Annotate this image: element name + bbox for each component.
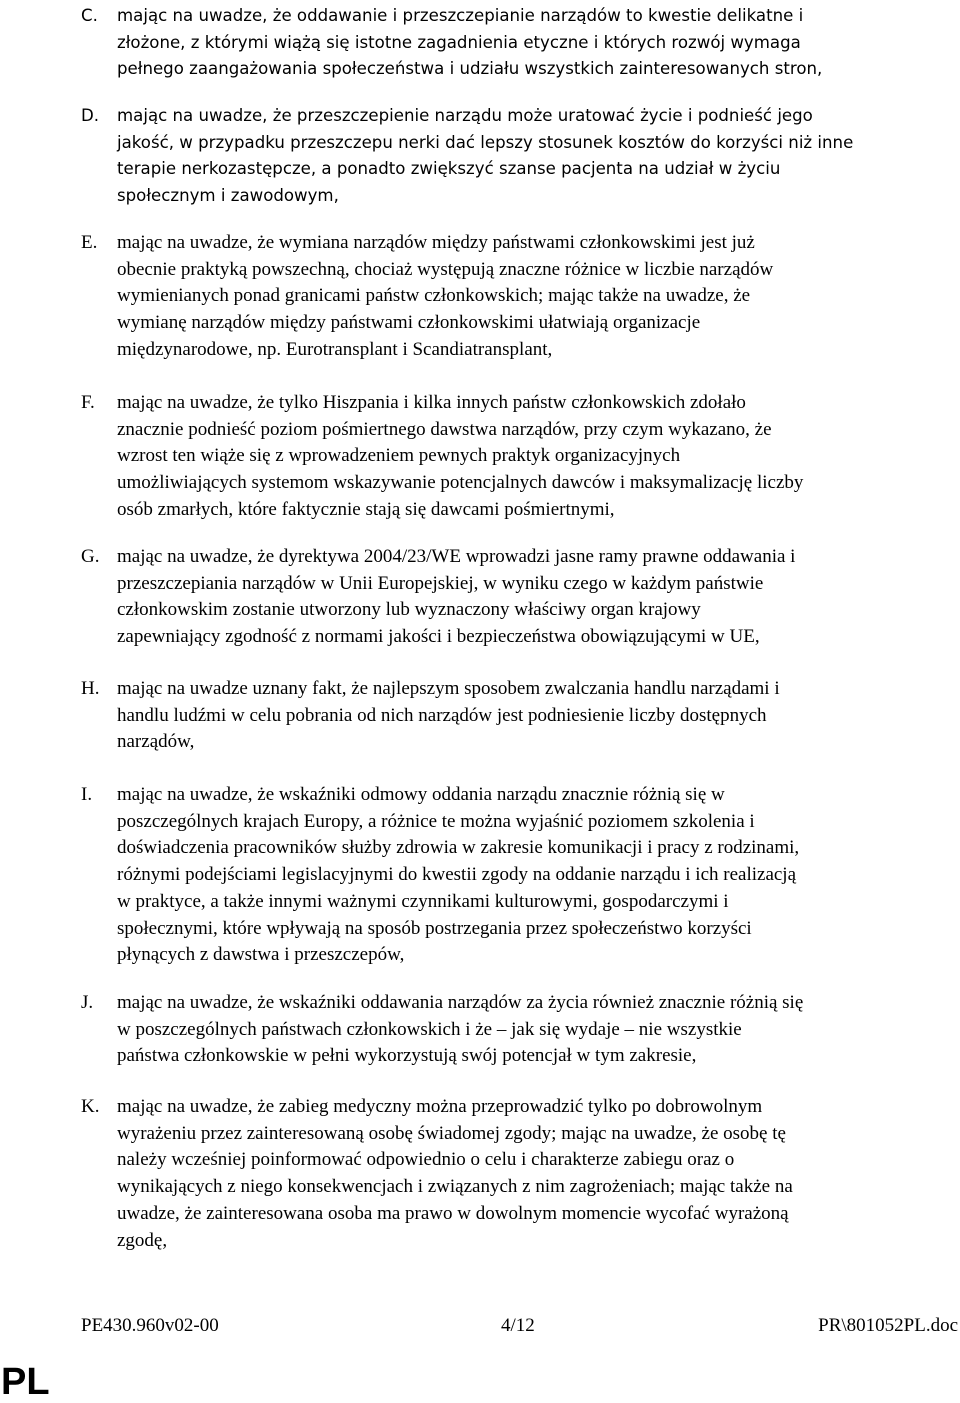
recital-text-line: przeszczepiania narządów w Unii Europejskiej, w wyniku czego w każdym państwie (117, 572, 764, 594)
recital-text-line: osób zmarłych, które faktycznie stają się dawcami pośmiertnymi, (117, 498, 615, 520)
recital-text-line: państwa członkowskie w pełni wykorzystują swój potencjał w tym zakresie, (117, 1045, 697, 1067)
recital-text-line: międzynarodowe, np. Eurotransplant i Scandiatransplant, (117, 338, 553, 360)
recital-text-line: różnymi podejściami legislacyjnymi do kwestii zgody na oddanie narządu i ich realizacją (117, 864, 797, 886)
recital-text (117, 544, 960, 651)
recital-letter: J. (81, 992, 94, 1013)
recital-text-line: wyrażeniu przez zainteresowaną osobę świadomej zgody; mając na uwadze, że osobę tę (117, 1122, 786, 1144)
recital-letter: I. (81, 784, 93, 805)
recital-text-line: mając na uwadze, że tylko Hiszpania i kilka innych państw członkowskich zdołało (117, 392, 746, 413)
recital-text-line: członkowskim zostanie utworzony lub wyznaczony właściwy organ krajowy (117, 599, 701, 621)
recital-text-line: wymienianych ponad granicami państw członkowskich; mając także na uwadze, że (117, 285, 751, 307)
recital-text (117, 990, 960, 1070)
recital-text-line: obecnie praktyką powszechną, chociaż występują znaczne różnice w liczbie narządów (117, 258, 774, 280)
recital-text-line: uwadze, że zainteresowana osoba ma prawo w dowolnym momencie wycofać wyrażoną (117, 1202, 789, 1224)
recital-text-line: mając na uwadze, że przeszczepienie narządu może uratować życie i podnieść jego (117, 106, 813, 125)
recital-text-line: mając na uwadze, że wymiana narządów między państwami członkowskimi jest już (117, 232, 755, 253)
recital-letter: C. (81, 6, 98, 25)
recital-letter: F. (81, 392, 95, 413)
recital-text-line: złożone, z którymi wiążą się istotne zagadnienia etyczne i których rozwój wymaga (117, 32, 801, 52)
recital-text-line: społecznym i zawodowym, (117, 186, 339, 206)
recital-text-line: narządów, (117, 731, 195, 753)
recital-letter: E. (81, 232, 98, 253)
recital-letter: D. (81, 106, 100, 125)
recital-text (117, 390, 960, 524)
recital-text-line: poszczególnych krajach Europy, a różnice te można wyjaśnić poziomem szkolenia i (117, 810, 755, 832)
recital-text-line: należy wcześniej poinformować odpowiednio o celu i charakterze zabiegu oraz o (117, 1149, 735, 1171)
recital-text-line: mając na uwadze, że dyrektywa 2004/23/WE wprowadzi jasne ramy prawne oddawania i (117, 546, 796, 567)
recital-text-line: mając na uwadze, że zabieg medyczny można przeprowadzić tylko po dobrowolnym (117, 1096, 763, 1117)
page-footer (0, 1314, 960, 1338)
language-code: PL (1, 1361, 50, 1403)
recital-letter: H. (81, 678, 100, 699)
recital-text-line: wzrost ten wiąże się z wprowadzeniem pewnych praktyk organizacyjnych (117, 445, 681, 467)
recital-text-line: handlu ludźmi w celu pobrania od nich narządów jest podniesienie liczby dostępnych (117, 704, 767, 726)
recital-text-line: mając na uwadze uznany fakt, że najlepszym sposobem zwalczania handlu narządami i (117, 678, 780, 699)
footer-page-number: 4/12 (501, 1315, 535, 1336)
recital-text-line: terapie nerkozastępcze, a ponadto zwiększyć szanse pacjenta na udział w życiu (117, 159, 781, 179)
recital-text (117, 1094, 960, 1254)
recital-text-line: jakość, w przypadku przeszczepu nerki dać lepszy stosunek kosztów do korzyści niż inne (117, 132, 854, 152)
recital-text-line: płynących z dawstwa i przeszczepów, (117, 944, 405, 966)
recital-text-line: w praktyce, a także innymi ważnymi czynnikami kulturowymi, gospodarczymi i (117, 890, 729, 912)
recital-text-line: umożliwiających systemom wskazywanie potencjalnych dawców i maksymalizację liczby (117, 472, 804, 494)
footer-document-reference: PE430.960v02-00 (81, 1315, 219, 1336)
recital-text (117, 230, 960, 364)
recital-text-line: wynikających z niego konsekwencjach i związanych z nim zagrożeniach; mając także na (117, 1176, 793, 1198)
recital-text-line: w poszczególnych państwach członkowskich i że – jak się wydaje – nie wszystkie (117, 1018, 742, 1040)
recital-text-line: zapewniający zgodność z normami jakości i bezpieczeństwa obowiązującymi w UE, (117, 626, 760, 648)
recital-text-line: pełnego zaangażowania społeczeństwa i udziału wszystkich zainteresowanych stron, (117, 59, 823, 79)
recital-text-line: mając na uwadze, że wskaźniki oddawania narządów za życia również znacznie różnią się (117, 992, 804, 1013)
recital-text-line: znacznie podnieść poziom pośmiertnego dawstwa narządów, przy czym wykazano, że (117, 418, 772, 440)
footer-file-name: PR\801052PL.doc (818, 1315, 958, 1336)
recital-letter: K. (81, 1096, 100, 1117)
recital-text (117, 676, 960, 756)
recital-text (117, 103, 960, 210)
recital-letter: G. (81, 546, 100, 567)
recital-text-line: mając na uwadze, że oddawanie i przeszczepianie narządów to kwestie delikatne i (117, 6, 804, 25)
recital-text-line: społecznymi, które wpływają na sposób postrzegania przez społeczeństwo korzyści (117, 917, 752, 939)
recital-text-line: mając na uwadze, że wskaźniki odmowy oddania narządu znacznie różnią się w (117, 784, 725, 805)
recital-text (117, 3, 960, 83)
recital-text-line: doświadczenia pracowników służby zdrowia w zakresie komunikacji i pracy z rodzinami, (117, 837, 800, 859)
recital-text-line: zgodę, (117, 1229, 168, 1251)
recital-text (117, 782, 960, 969)
recital-text-line: wymianę narządów między państwami członkowskimi ułatwiają organizacje (117, 312, 701, 334)
